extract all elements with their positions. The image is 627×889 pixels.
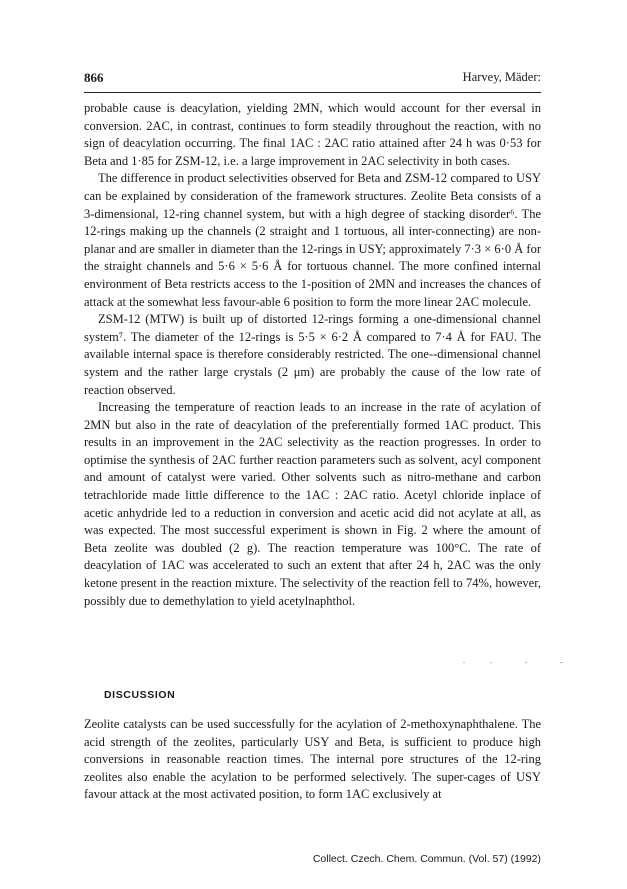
page-number: 866 (84, 70, 104, 85)
discussion-text-block (84, 716, 541, 804)
paragraph-discussion: Zeolite catalysts can be used successfully for the acylation of 2-methoxynaphthalene. The acid strength of the zeolites, particularly USY and Beta, is sufficient to produce high conversions in reasonable reaction times. The internal pore structures of the 12-ring zeolites also enable the acylation to be performed selectively. The super-cages of USY favour attack at the most activated position, to form 1AC exclusively at (84, 717, 541, 802)
paragraph-temperature: Increasing the temperature of reaction leads to an increase in the rate of acylation of 2MN but also in the rate of deacylation of the preferentially formed 1AC product. This results in an improvement in the 2AC selectivity as the reaction progresses. In order to optimise the synthesis of 2AC further reaction parameters such as solvent, acyl component and amount of catalyst were varied. Other solvents such as nitro-methane and carbon tetrachloride made little difference to the 1AC : 2AC ratio. Acetyl chloride inplace of acetic anhydride led to a reduction in conversion and acetic acid did not acylate at all, as was expected. The most successful experiment is shown in Fig. 2 where the amount of Beta zeolite was doubled (2 g). The reaction temperature was 100°C. The rate of deacylation of 1AC was accelerated to such an extent that after 24 h, 2AC was the only ketone present in the reaction mixture. The selectivity of the reaction fell to 74%, however, possibly due to demethylation to yield acetylnaphthol. (84, 400, 541, 608)
running-head: Harvey, Mäder: (462, 70, 541, 84)
scan-speck (560, 662, 563, 663)
scan-speck (490, 662, 492, 663)
scan-speck (463, 662, 465, 663)
page-header (84, 70, 541, 93)
paragraph-zsm12: ZSM-12 (MTW) is built up of distorted 12-rings forming a one-dimensional channel system⁷. The diameter of the 12-rings is 5·5 × 6·2 Å compared to 7·4 Å for FAU. The available internal space is therefore considerably restricted. The one--dimensional channel system and the rather large crystals (2 μm) are probably the cause of the low rate of reaction observed. (84, 312, 541, 397)
section-heading-discussion: DISCUSSION (104, 689, 176, 701)
paragraph-framework-structures: The difference in product selectivities observed for Beta and ZSM-12 compared to USY can be explained by consideration of the framework structures. Zeolite Beta consists of a 3-dimensional, 12-ring channel system, but with a high degree of stacking disorder⁶. The 12-rings making up the channels (2 straight and 1 tortuous, all inter-connecting) are non-planar and are smaller in diameter than the 12-rings in USY; approximately 7·3 × 6·0 Å for the straight channels and 5·6 × 5·6 Å for tortuous channel. The more confined internal environment of Beta restricts access to the 1-position of 2MN and increases the chances of attack at the somewhat less favour-able 6 position to form the more linear 2AC molecule. (84, 171, 541, 309)
results-text-block (84, 100, 541, 610)
scan-speck (525, 662, 527, 663)
journal-citation: Collect. Czech. Chem. Commun. (Vol. 57) (1992) (312, 853, 541, 865)
paragraph-continuation: probable cause is deacylation, yielding 2MN, which would account for ther eversal in conversion. 2AC, in contrast, continues to form steadily throughout the reaction, with no sign of deacylation occurring. The final 1AC : 2AC ratio attained after 24 h was 0·53 for Beta and 1·85 for ZSM-12, i.e. a large improvement in 2AC selectivity in both cases. (84, 101, 541, 168)
